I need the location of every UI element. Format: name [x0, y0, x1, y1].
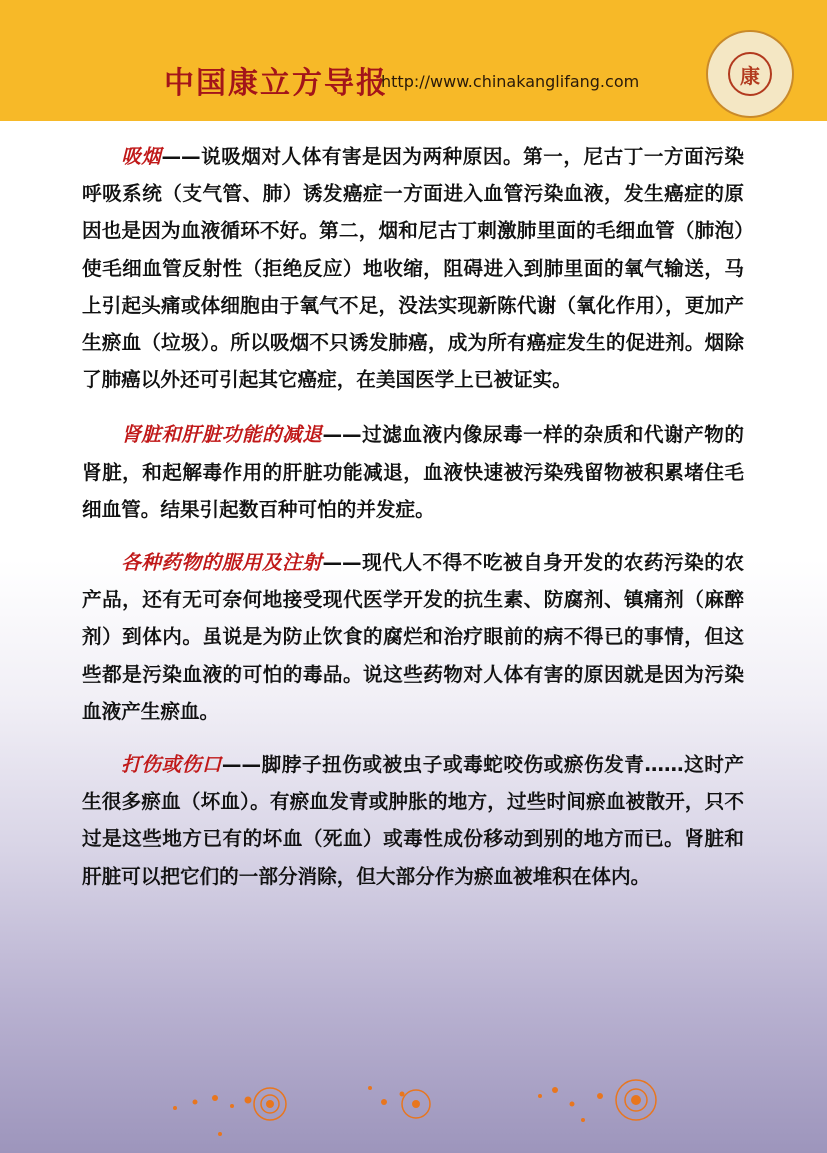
- deco-dot: [193, 1100, 198, 1105]
- deco-dot: [597, 1093, 603, 1099]
- paragraph-text: 脚脖子扭伤或被虫子或毒蛇咬伤或瘀伤发青……这时产生很多瘀血（坏血）。有瘀血发青或肿胀的地方，过些时间瘀血被散开，只不过是这些地方已有的坏血（死血）或毒性成份移动到别的地方而已。肾脏和肝脏可以把它们的一部分消除，但大部分作为瘀血被堆积在体内。: [82, 753, 745, 888]
- deco-dot: [400, 1092, 405, 1097]
- deco-ring-core: [631, 1095, 641, 1105]
- term-kidney-liver: 肾脏和肝脏功能的减退: [121, 423, 323, 447]
- deco-dot: [381, 1099, 387, 1105]
- deco-ring-core: [266, 1100, 274, 1108]
- deco-dot: [230, 1104, 234, 1108]
- term-dash: ——: [221, 753, 262, 777]
- paragraph-medication: [82, 544, 744, 730]
- term-dash: ——: [161, 145, 201, 168]
- deco-dot: [212, 1095, 218, 1101]
- seal-logo: [706, 30, 794, 118]
- deco-dot: [218, 1132, 222, 1136]
- term-smoking: 吸烟: [121, 145, 162, 168]
- deco-ring-core: [412, 1100, 420, 1108]
- deco-dot: [173, 1106, 177, 1110]
- deco-dot: [245, 1097, 252, 1104]
- paragraph-smoking: [82, 138, 744, 398]
- deco-dot: [581, 1118, 585, 1122]
- deco-dot: [368, 1086, 372, 1090]
- term-dash: ——: [322, 551, 362, 575]
- header-bar: [0, 0, 827, 121]
- term-medication: 各种药物的服用及注射: [121, 551, 323, 575]
- seal-logo-mark: 康: [728, 52, 772, 96]
- article-body: [82, 138, 744, 895]
- paragraph-text: 说吸烟对人体有害是因为两种原因。第一，尼古丁一方面污染呼吸系统（支气管、肺）诱发癌症一方面进入血管污染血液，发生癌症的原因也是因为血液循环不好。第二，烟和尼古丁刺激肺里面的毛细血管（肺泡）使毛细血管反射性（拒绝反应）地收缩，阻碍进入到肺里面的氧气输送，马上引起头痛或体细胞由于氧气不足，没法实现新陈代谢（氧化作用），更加产生瘀血（垃圾）。所以吸烟不只诱发肺癌，成为所有癌症发生的促进剂。烟除了肺癌以外还可引起其它癌症，在美国医学上已被证实。: [82, 145, 744, 392]
- paragraph-text: 过滤血液内像尿毒一样的杂质和代谢产物的肾脏，和起解毒作用的肝脏功能减退，血液快速被污染残留物被积累堵住毛细血管。结果引起数百种可怕的并发症。: [82, 423, 744, 521]
- deco-dot: [538, 1094, 542, 1098]
- website-url[interactable]: http://www.chinakanglifang.com: [381, 72, 640, 91]
- paragraph-injury: [82, 746, 744, 895]
- decorative-dots: [0, 1060, 827, 1153]
- term-injury: 打伤或伤口: [121, 753, 222, 777]
- deco-dot: [570, 1102, 575, 1107]
- paragraph-text: 现代人不得不吃被自身开发的农药污染的农产品，还有无可奈何地接受现代医学开发的抗生素、防腐剂、镇痛剂（麻醉剂）到体内。虽说是为防止饮食的腐烂和治疗眼前的病不得已的事情，但这些都是污染血液的可怕的毒品。说这些药物对人体有害的原因就是因为污染血液产生瘀血。: [82, 551, 744, 723]
- term-dash: ——: [322, 423, 362, 447]
- brand-title: 中国康立方导报: [164, 66, 388, 101]
- paragraph-kidney-liver: [82, 416, 744, 528]
- deco-dot: [552, 1087, 558, 1093]
